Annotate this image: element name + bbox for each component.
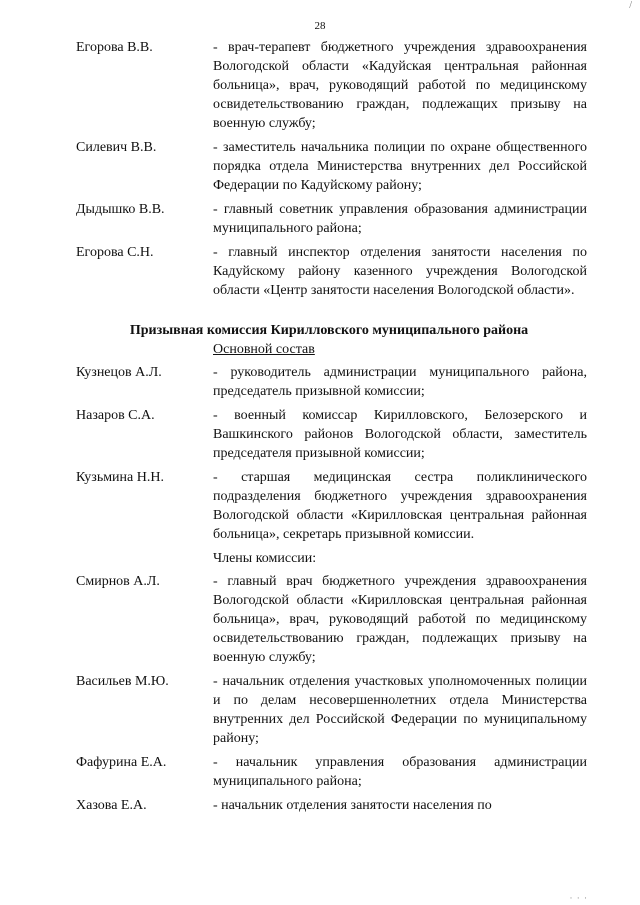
member-name: Кузнецов А.Л. — [76, 365, 162, 380]
list-item — [0, 138, 640, 195]
member-name: Хазова Е.А. — [76, 798, 147, 813]
member-name: Егорова В.В. — [76, 40, 153, 55]
member-position: - главный советник управления образования администрации муниципального района; — [213, 202, 587, 236]
main-staff-heading: Основной состав — [213, 342, 315, 357]
member-position: - главный инспектор отделения занятости населения по Кадуйскому району казенного учреждения Вологодской области «Центр занятости населения Вологодской области». — [213, 245, 587, 298]
list-item — [0, 796, 640, 815]
list-item — [0, 363, 640, 401]
member-name: Назаров С.А. — [76, 408, 155, 423]
list-item — [0, 38, 640, 133]
list-item — [0, 572, 640, 667]
member-position: - старшая медицинская сестра поликлинического подразделения бюджетного учреждения здравоохранения Вологодской области «Кирилловская центральная районная больница», секретарь призывной комиссии. — [213, 470, 587, 542]
page-number: 28 — [314, 20, 326, 32]
member-name: Фафурина Е.А. — [76, 755, 167, 770]
member-position: - начальник управления образования администрации муниципального района; — [213, 755, 587, 789]
member-name: Васильев М.Ю. — [76, 674, 169, 689]
list-item — [0, 468, 640, 544]
list-item — [0, 200, 640, 238]
member-name: Дыдышко В.В. — [76, 202, 165, 217]
member-position: - начальник отделения занятости населения по — [213, 798, 492, 813]
member-name: Кузьмина Н.Н. — [76, 470, 164, 485]
member-position: - врач-терапевт бюджетного учреждения здравоохранения Вологодской области «Кадуйская центральная районная больница», врач, руководящий работой по медицинскому освидетельствованию граждан, подлежащих призыву на военную службу; — [213, 40, 587, 131]
main-staff-list — [0, 363, 640, 544]
member-name: Смирнов А.Л. — [76, 574, 160, 589]
document-body — [0, 38, 640, 820]
member-position: - начальник отделения участковых уполномоченных полиции и по делам несовершеннолетних отдела Министерства внутренних дел Российской Федерации по муниципальному району; — [213, 674, 587, 746]
member-position: - главный врач бюджетного учреждения здравоохранения Вологодской области «Кирилловская центральная районная больница», врач, руководящий работой по медицинскому освидетельствованию граждан, подлежащих призыву на военную службу; — [213, 574, 587, 665]
first-commission-list — [0, 38, 640, 300]
member-position: - военный комиссар Кирилловского, Белозерского и Вашкинского районов Вологодской области, заместитель председателя призывной комиссии; — [213, 408, 587, 461]
member-position: - заместитель начальника полиции по охране общественного порядка отдела Министерства внутренних дел Российской Федерации по Кадуйскому району; — [213, 140, 587, 193]
list-item — [0, 672, 640, 748]
list-item — [0, 406, 640, 463]
member-name: Силевич В.В. — [76, 140, 157, 155]
bottom-page-mark: · · · — [569, 893, 588, 903]
list-item — [0, 243, 640, 300]
member-position: - руководитель администрации муниципального района, председатель призывной комиссии; — [213, 365, 587, 399]
members-list — [0, 572, 640, 815]
list-item — [0, 753, 640, 791]
members-heading: Члены комиссии: — [213, 551, 317, 566]
corner-mark: / — [629, 0, 632, 11]
member-name: Егорова С.Н. — [76, 245, 154, 260]
section-title: Призывная комиссия Кирилловского муниципального района — [129, 323, 529, 338]
